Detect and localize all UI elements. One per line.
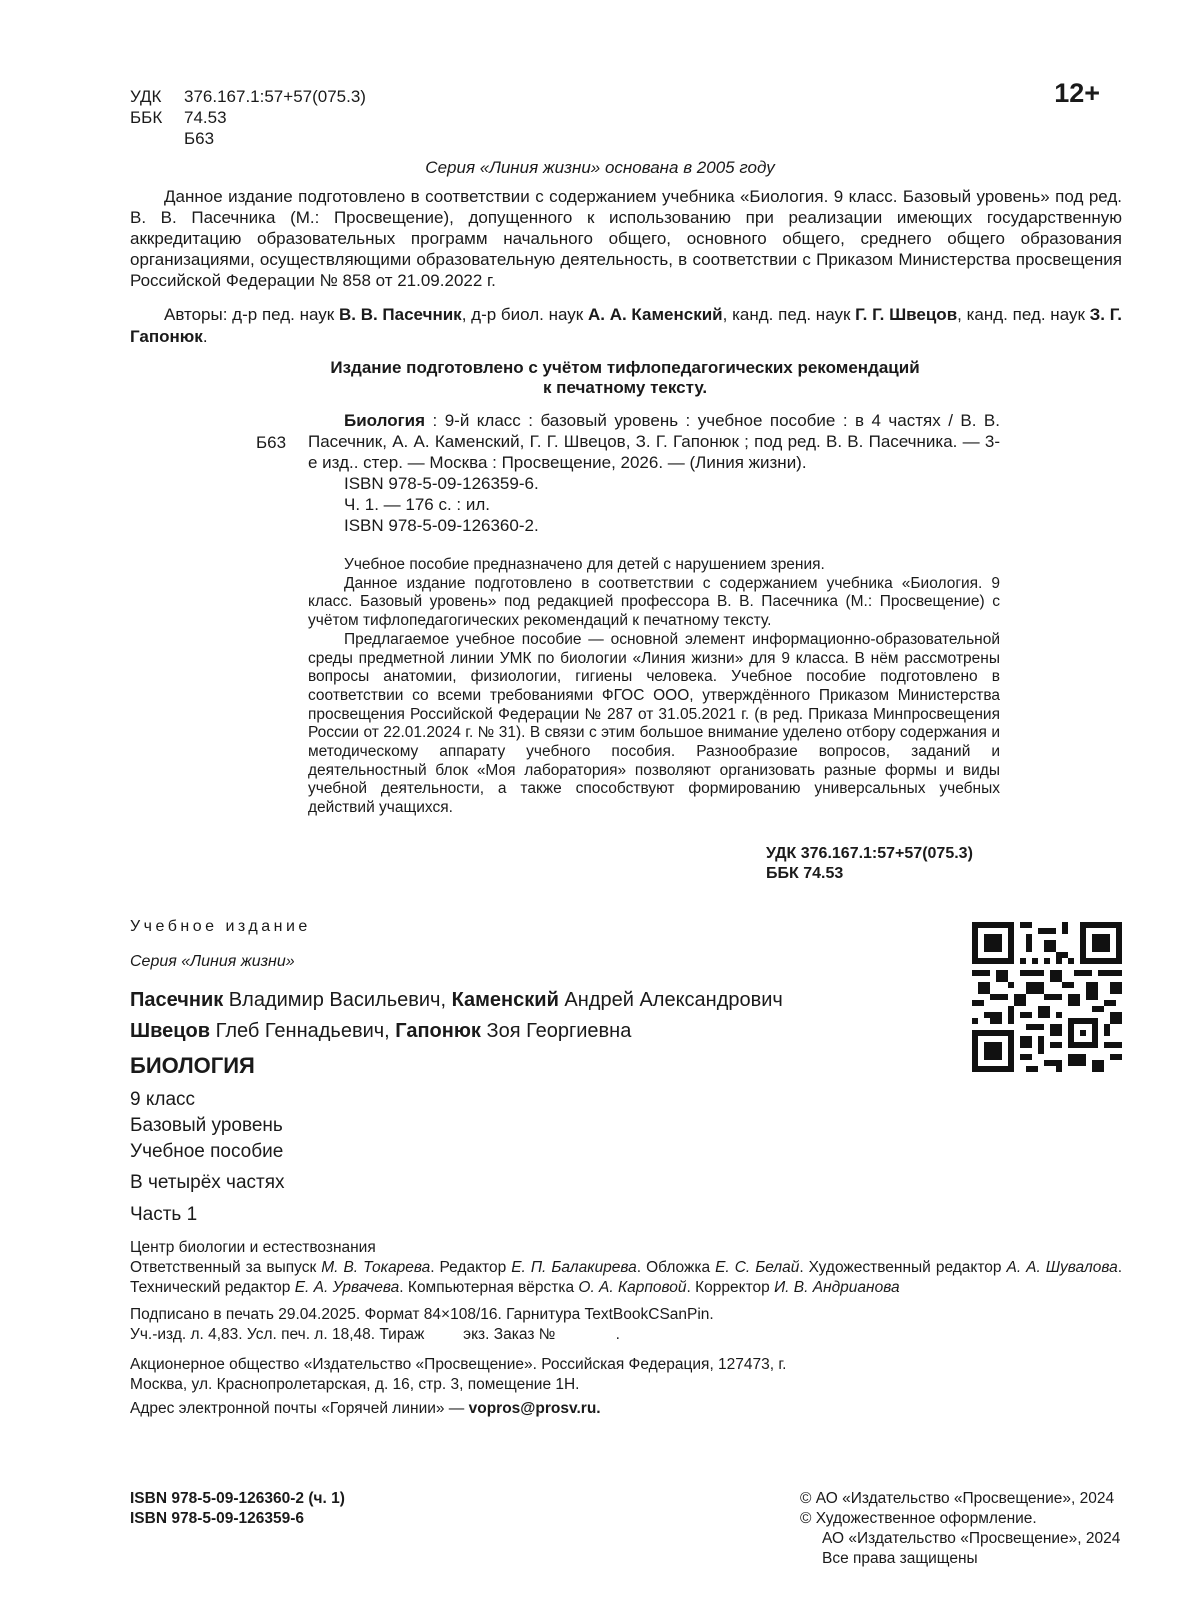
udk-bbk-header: [130, 86, 366, 149]
copyright: © АО «Издательство «Просвещение», 2024 © Художественное оформление. АО «Издательство «Просвещение», 2024 Все права защищены: [800, 1490, 1121, 1567]
volume-line: Уч.-изд. л. 4,83. Усл. печ. л. 18,48. Тираж экз. Заказ № .: [130, 1326, 620, 1343]
editorial-staff: Ответственный за выпуск М. В. Токарева. Редактор Е. П. Балакирева. Обложка Е. С. Белай. Художественный редактор А. А. Шувалова. Технический редактор Е. А. Урвачева. Компьютерная вёрстка О. А. Карповой. Корректор И. В. Андрианова: [130, 1259, 1123, 1296]
annotation: [308, 556, 1000, 818]
udk-label: УДК: [130, 87, 162, 106]
parts-count: В четырёх частях: [130, 1172, 285, 1193]
part-number: Часть 1: [130, 1204, 198, 1225]
biblio-title: Биология: [344, 411, 426, 430]
author-name: А. А. Каменский: [587, 305, 723, 324]
imprint: [130, 1238, 1122, 1298]
series-line: Серия «Линия жизни»: [130, 953, 295, 970]
intro-paragraph: Данное издание подготовлено в соответствии с содержанием учебника «Биология. 9 класс. Базовый уровень» под ред. В. В. Пасечника (М.: Просвещение), допущенного к использованию при реализации имеющих государственную аккредитацию образовательных программ начального общего, основного общего, среднего общего образования организациями, осуществляющими образовательную деятельность, в соответствии с Приказом Министерства просвещения Российской Федерации № 858 от 21.09.2022 г.: [130, 187, 1122, 290]
bbk-value: 74.53: [184, 108, 227, 127]
book-type: Учебное пособие: [130, 1141, 284, 1162]
edition-type: Учебное издание: [130, 918, 311, 935]
qr-code: [972, 922, 1122, 1072]
author-mark: Б63: [184, 129, 215, 148]
biblio-mark: Б63: [256, 433, 287, 452]
part-info: Ч. 1. — 176 с. : ил.: [344, 495, 491, 514]
annotation-p3: Предлагаемое учебное пособие — основной элемент информационно-образовательной среды предметной линии УМК по биологии «Линия жизни» для 9 класса. В нём рассмотрены вопросы анатомии, физиологии, гигиены человека. Учебное пособие подготовлено в соответствии со всеми требованиями ФГОС ООО, утверждённого Приказом Министерства просвещения Российской Федерации № 287 от 31.05.2021 г. (в ред. Приказа Минпросвещения России от 22.01.2024 г. № 31). В связи с этим большое внимание уделено отбору содержания и методическому аппарату учебного пособия. Разнообразие вопросов, заданий и деятельностный блок «Моя лаборатория» позволяют организовать разные формы и виды учебной деятельности, а также способствуют формированию универсальных учебных действий учащихся.: [308, 630, 1000, 817]
isbn-footer: ISBN 978-5-09-126360-2 (ч. 1) ISBN 978-5-09-126359-6: [130, 1490, 345, 1527]
author-name: В. В. Пасечник: [338, 305, 462, 324]
isbn-set: ISBN 978-5-09-126359-6.: [344, 474, 539, 493]
author-name: Г. Г. Швецов: [855, 305, 958, 324]
udk-repeat: УДК 376.167.1:57+57(075.3) ББК 74.53: [766, 845, 973, 882]
center-name: Центр биологии и естествознания: [130, 1239, 376, 1256]
biblio-description: : 9-й класс : базовый уровень : учебное пособие : в 4 частях / В. В. Пасечник, А. А. Каменский, Г. Г. Швецов, З. Г. Гапонюк ; под ред. В. В. Пасечника. — 3-е изд.. стер. — Москва : Просвещение, 2026. — (Линия жизни).: [308, 411, 1000, 472]
series-note: Серия «Линия жизни» основана в 2005 году: [425, 158, 775, 177]
udk-value: 376.167.1:57+57(075.3): [184, 87, 366, 106]
authors-line: Авторы: д-р пед. наук В. В. Пасечник, д-р биол. наук А. А. Каменский, канд. пед. наук Г. Г. Швецов, канд. пед. наук З. Г. Гапонюк.: [130, 305, 1122, 346]
grade: 9 класс: [130, 1089, 196, 1110]
age-rating: 12+: [1054, 78, 1100, 108]
publishing-info: [130, 1305, 810, 1419]
tiflo-note: Издание подготовлено с учётом тифлопедагогических рекомендаций к печатному тексту.: [330, 358, 920, 397]
level: Базовый уровень: [130, 1115, 283, 1136]
author-names: Пасечник Владимир Васильевич, Каменский Андрей Александрович Швецов Глеб Геннадьевич, Гапонюк Зоя Георгиевна: [130, 989, 783, 1042]
hotline-email: Адрес электронной почты «Горячей линии» — vopros@prosv.ru.: [130, 1400, 601, 1417]
subject-title: БИОЛОГИЯ: [130, 1053, 255, 1078]
bibliographic-record: [308, 410, 1000, 536]
annotation-p1: Учебное пособие предназначено для детей с нарушением зрения.: [344, 556, 825, 573]
annotation-p2: Данное издание подготовлено в соответствии с содержанием учебника «Биология. 9 класс. Базовый уровень» под редакцией профессора В. В. Пасечника (М.: Просвещение) с учётом тифлопедагогических рекомендаций к печатному тексту.: [308, 574, 1000, 630]
isbn-part: ISBN 978-5-09-126360-2.: [344, 516, 539, 535]
author-name: З. Г. Гапонюк: [130, 305, 1122, 346]
bbk-label: ББК: [130, 108, 163, 127]
publisher-address: Акционерное общество «Издательство «Просвещение». Российская Федерация, 127473, г. Москва, ул. Краснопролетарская, д. 16, стр. 3, помещение 1Н.: [130, 1356, 787, 1393]
signed-line: Подписано в печать 29.04.2025. Формат 84×108/16. Гарнитура TextBookCSanPin.: [130, 1306, 714, 1323]
